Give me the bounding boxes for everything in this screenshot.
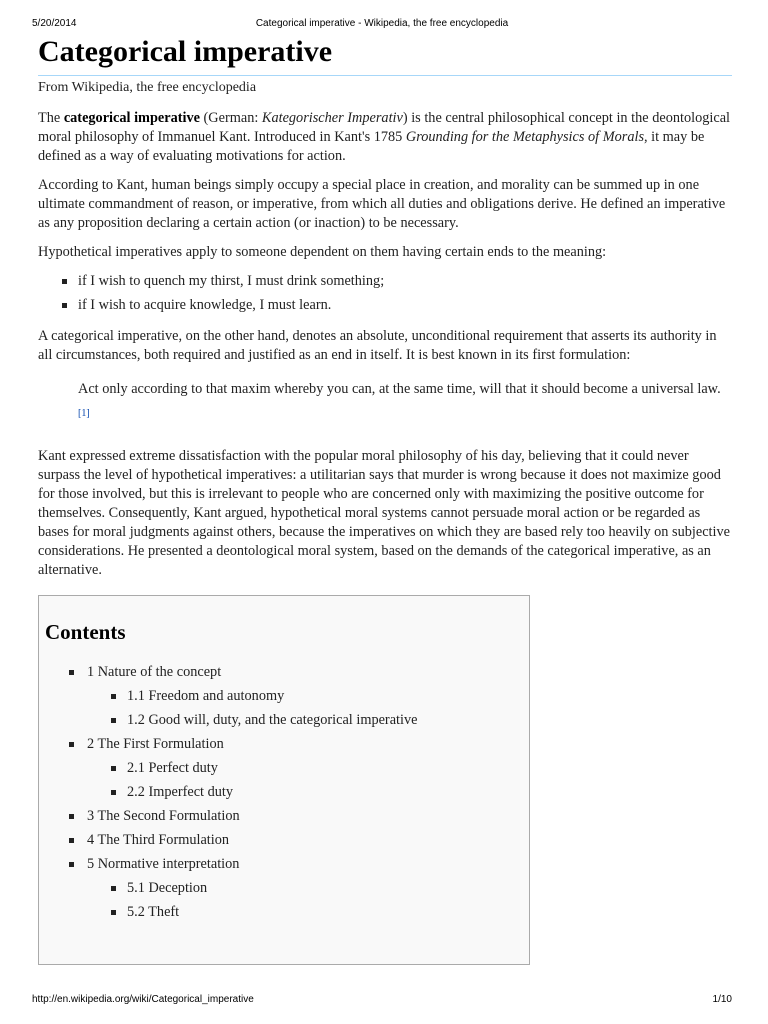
toc-item[interactable]	[45, 759, 529, 778]
toc-item[interactable]	[45, 879, 529, 898]
toc-link[interactable]: 2.2 Imperfect duty	[127, 784, 233, 800]
print-page-title: Categorical imperative - Wikipedia, the free encyclopedia	[255, 18, 509, 29]
formulation-quote	[78, 375, 732, 433]
site-tagline: From Wikipedia, the free encyclopedia	[38, 80, 257, 95]
quote-text: Act only according to that maxim whereby you can, at the same time, will that it should become a universal law.	[78, 381, 721, 397]
intro-paragraph	[38, 109, 732, 166]
bullet-icon	[69, 814, 74, 819]
bullet-icon	[111, 694, 116, 699]
toc-heading: Contents	[45, 620, 126, 644]
toc-link[interactable]: 1.2 Good will, duty, and the categorical imperative	[127, 712, 418, 728]
toc-item[interactable]	[45, 663, 529, 682]
page-title: Categorical imperative	[38, 32, 732, 76]
toc-link[interactable]: 4 The Third Formulation	[87, 832, 230, 848]
toc-link[interactable]: 1.1 Freedom and autonomy	[127, 688, 285, 704]
intro-german-term: Kategorischer Imperativ	[261, 110, 403, 126]
intro-work-title[interactable]: Grounding for the Metaphysics of Morals	[405, 129, 645, 145]
intro-term: categorical imperative	[63, 110, 200, 126]
toc-item[interactable]	[45, 831, 529, 850]
bullet-icon	[69, 742, 74, 747]
toc-item[interactable]	[45, 783, 529, 802]
toc-link[interactable]: 2 The First Formulation	[87, 736, 224, 752]
bullet-icon	[62, 279, 67, 284]
article-content	[38, 32, 732, 965]
hypothetical-examples-list	[38, 272, 732, 315]
page-number: 1/10	[712, 994, 732, 1005]
list-item	[38, 296, 732, 315]
paragraph-2: According to Kant, human beings simply occupy a special place in creation, and morality can be summed up in one ultimate commandment of reason, or imperative, from which all duties and obligations derive. He defined an imperative as any proposition declaring a certain action (or inaction) to be necessary.	[38, 177, 726, 231]
bullet-icon	[69, 862, 74, 867]
print-footer	[32, 994, 732, 1008]
table-of-contents	[38, 595, 530, 965]
toc-item[interactable]	[45, 855, 529, 874]
list-item-text: if I wish to acquire knowledge, I must learn.	[78, 297, 332, 313]
bullet-icon	[69, 670, 74, 675]
bullet-icon	[111, 910, 116, 915]
print-header	[32, 18, 732, 32]
toc-list	[45, 663, 529, 922]
paragraph-4: A categorical imperative, on the other hand, denotes an absolute, unconditional requirement that asserts its authority in all circumstances, both required and justified as an end in itself. It is best known in its first formulation:	[38, 328, 717, 363]
toc-item[interactable]	[45, 735, 529, 754]
toc-link[interactable]: 2.1 Perfect duty	[127, 760, 218, 776]
print-date: 5/20/2014	[32, 18, 77, 29]
list-item-text: if I wish to quench my thirst, I must drink something;	[78, 273, 385, 289]
print-url: http://en.wikipedia.org/wiki/Categorical_imperative	[32, 994, 254, 1005]
paragraph-5: Kant expressed extreme dissatisfaction with the popular moral philosophy of his day, believing that it could never surpass the level of hypothetical imperatives: a utilitarian says that murder is wrong because it does not maximize good for those involved, but this is irrelevant to people who are concerned only with maximizing the positive outcome for themselves. Consequently, Kant argued, hypothetical moral systems cannot persuade moral action or be regarded as bases for moral judgments against others, because the imperatives on which they are based rely too heavily on subjective considerations. He presented a deontological moral system, based on the demands of the categorical imperative, as an alternative.	[38, 448, 730, 578]
intro-text-1: The	[38, 110, 64, 126]
toc-link[interactable]: 5.2 Theft	[127, 904, 180, 920]
intro-text-2: (German:	[199, 110, 262, 126]
toc-link[interactable]: 5.1 Deception	[127, 880, 208, 896]
bullet-icon	[111, 886, 116, 891]
bullet-icon	[111, 790, 116, 795]
toc-item[interactable]	[45, 711, 529, 730]
toc-item[interactable]	[45, 807, 529, 826]
bullet-icon	[111, 718, 116, 723]
bullet-icon	[111, 766, 116, 771]
toc-link[interactable]: 5 Normative interpretation	[87, 856, 240, 872]
intro-text-3: ) is the central philosophical concept in the deontological moral philosophy of Immanuel Kant. Introduced in Kant's 1785	[38, 110, 731, 145]
toc-item[interactable]	[45, 687, 529, 706]
list-item	[38, 272, 732, 291]
bullet-icon	[62, 303, 67, 308]
paragraph-3: Hypothetical imperatives apply to someone dependent on them having certain ends to the meaning:	[38, 244, 607, 260]
intro-text-4: , it may be defined as a way of evaluating motivations for action.	[38, 129, 705, 164]
toc-link[interactable]: 3 The Second Formulation	[87, 808, 240, 824]
toc-link[interactable]: 1 Nature of the concept	[87, 664, 222, 680]
citation-link[interactable]: [1]	[78, 408, 90, 420]
toc-item[interactable]	[45, 903, 529, 922]
bullet-icon	[69, 838, 74, 843]
